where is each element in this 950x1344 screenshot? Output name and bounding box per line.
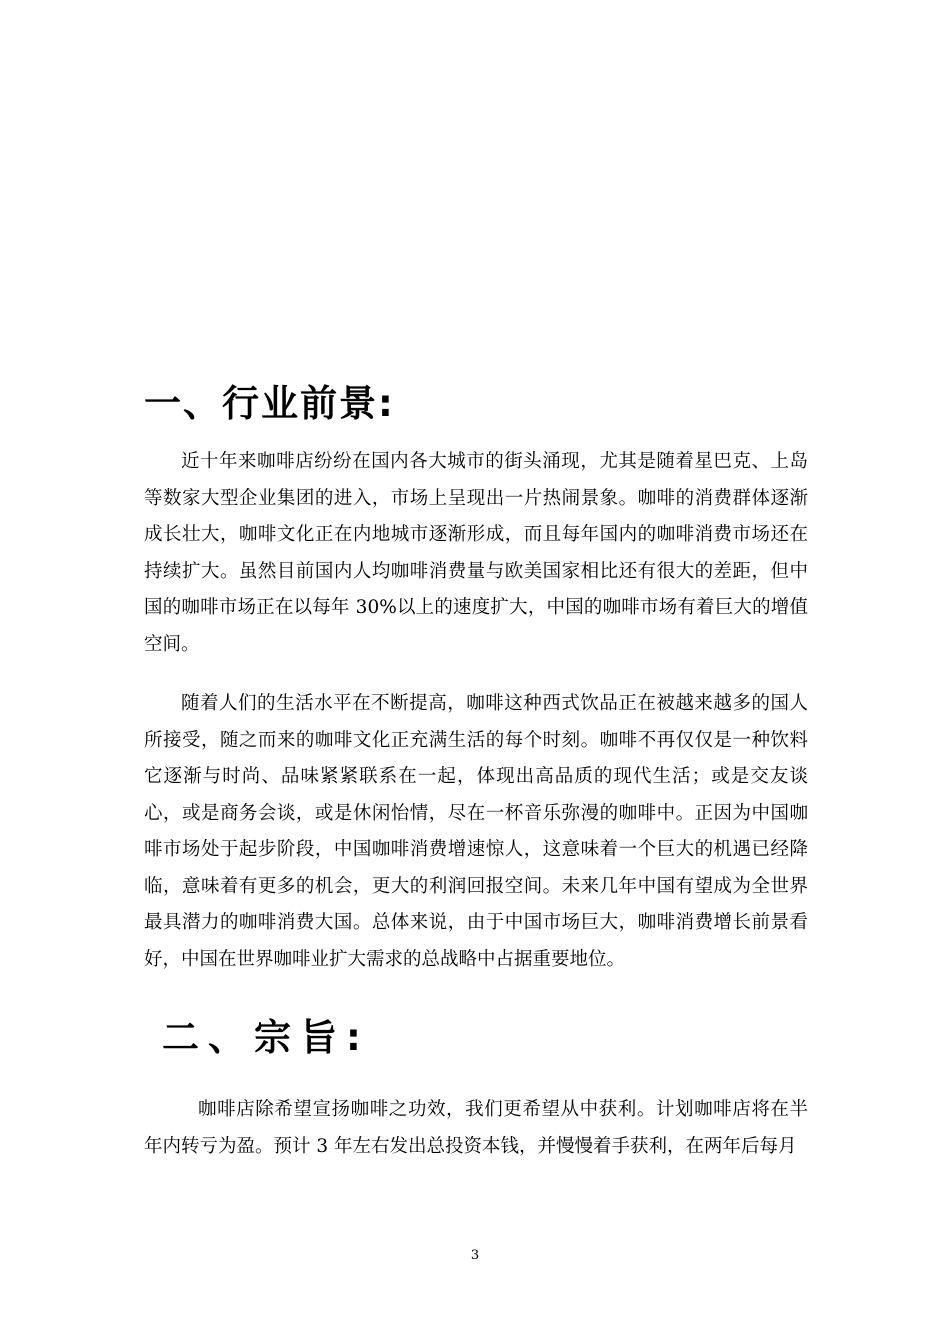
section-heading-purpose: 二、宗旨: [162, 1016, 370, 1059]
page-number: 3 [470, 1248, 480, 1263]
paragraph-industry-outlook-2: 随着人们的生活水平在不断提高，咖啡这种西式饮品正在被越来越多的国人所接受，随之而来的咖啡文化正充满生活的每个时刻。咖啡不再仅仅是一种饮料它逐渐与时尚、品味紧紧联系在一起，体现出高品质的现代生活；或是交友谈心，或是商务会谈，或是休闲怡情，尽在一杯音乐弥漫的咖啡中。正因为中国咖啡市场处于起步阶段，中国咖啡消费增速惊人，这意味着一个巨大的机遇已经降临，意味着有更多的机会，更大的利润回报空间。未来几年中国有望成为全世界最具潜力的咖啡消费大国。总体来说，由于中国市场巨大，咖啡消费增长前景看好，中国在世界咖啡业扩大需求的总战略中占据重要地位。 [144, 693, 808, 970]
section-heading-industry-outlook: 一、行业前景: [144, 382, 395, 425]
paragraph-purpose-1: 咖啡店除希望宣扬咖啡之功效，我们更希望从中获利。计划咖啡店将在半年内转亏为盈。预计 3 年左右发出总投资本钱，并慢慢着手获利，在两年后每月 [144, 1099, 808, 1157]
paragraph-industry-outlook-1: 近十年来咖啡店纷纷在国内各大城市的街头涌现，尤其是随着星巴克、上岛等数家大型企业集团的进入，市场上呈现出一片热闹景象。咖啡的消费群体逐渐成长壮大，咖啡文化正在内地城市逐渐形成，而且每年国内的咖啡消费市场还在持续扩大。虽然目前国内人均咖啡消费量与欧美国家相比还有很大的差距，但中国的咖啡市场正在以每年 30%以上的速度扩大，中国的咖啡市场有着巨大的增值空间。 [144, 451, 808, 655]
